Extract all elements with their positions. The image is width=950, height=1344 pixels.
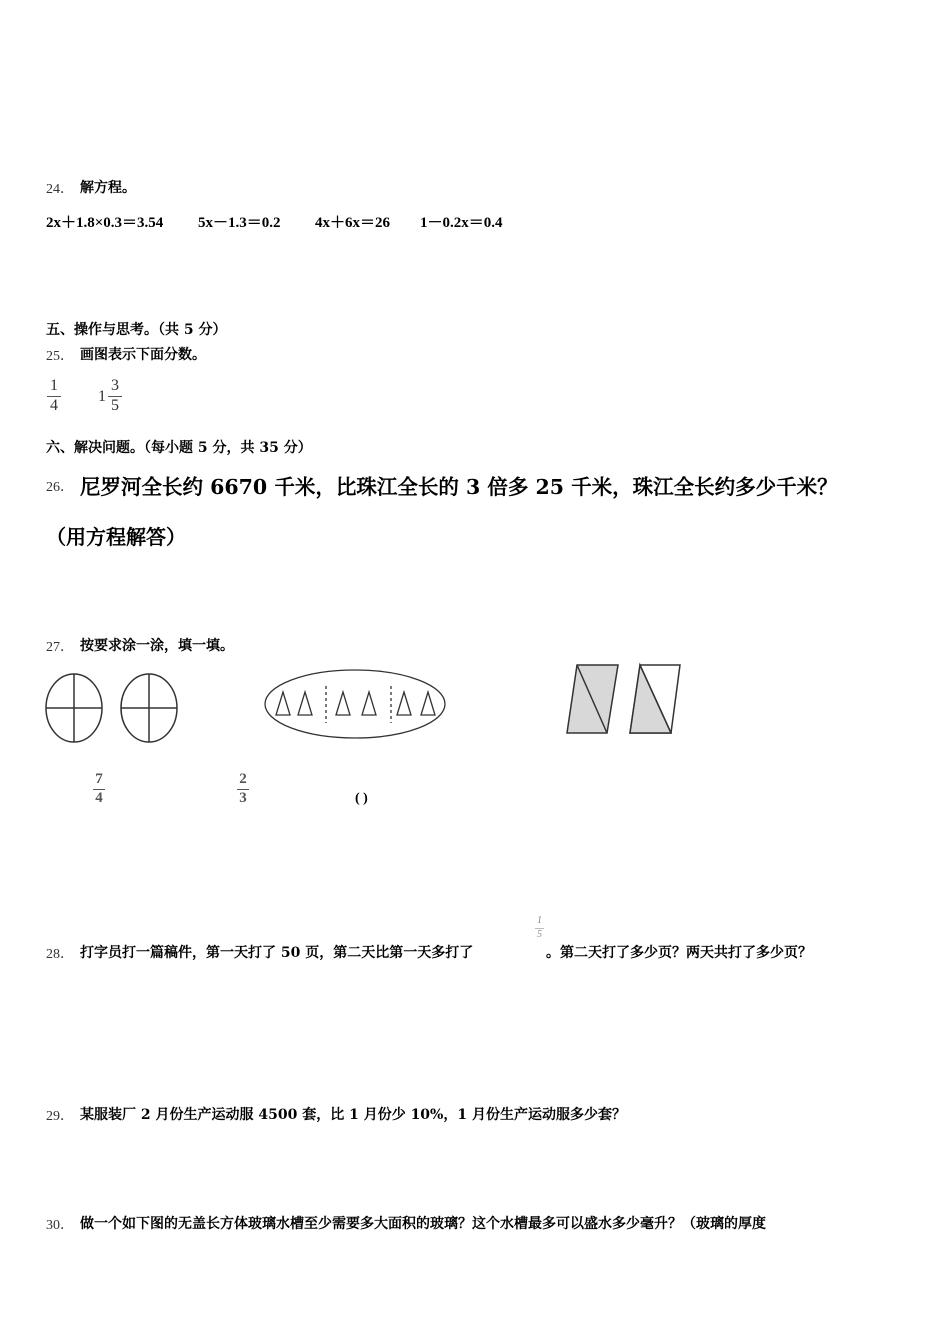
divided-oval-2[interactable]	[121, 674, 177, 742]
equation-1: 2x＋1.8×0.3＝3.54	[46, 215, 164, 231]
mixed-whole: 1	[98, 388, 106, 405]
q25-title: 画图表示下面分数。	[80, 347, 206, 363]
equation-4: 1－0.2x＝0.4	[420, 215, 503, 231]
q30-number: 30．	[46, 1218, 74, 1233]
answer-blank[interactable]: ( )	[355, 791, 368, 806]
fraction-one-quarter	[47, 378, 61, 415]
fraction-two-thirds	[237, 772, 249, 807]
equation-3: 4x＋6x＝26	[315, 215, 391, 231]
q27-number: 27．	[46, 640, 74, 655]
shaded-parallelogram-2[interactable]	[630, 665, 680, 733]
q26-text-continued: （用方程解答）	[46, 525, 186, 549]
numerator: 2	[239, 771, 247, 787]
q26-number: 26．	[46, 480, 74, 495]
numerator: 1	[50, 377, 58, 394]
fraction-one-fifth	[535, 916, 544, 940]
triangle-set-oval[interactable]	[265, 670, 445, 738]
denominator: 4	[95, 789, 103, 806]
q29-number: 29．	[46, 1109, 74, 1124]
fraction-seven-quarters	[93, 772, 105, 807]
q24-title: 解方程。	[80, 180, 136, 196]
shaded-parallelogram-1[interactable]	[567, 665, 618, 733]
denominator: 3	[239, 789, 247, 806]
q27-title: 按要求涂一涂，填一填。	[80, 638, 234, 654]
numerator: 3	[111, 377, 119, 394]
denominator: 5	[537, 928, 542, 940]
divided-oval-1[interactable]	[46, 674, 102, 742]
denominator: 4	[50, 396, 58, 414]
q30-text: 做一个如下图的无盖长方体玻璃水槽至少需要多大面积的玻璃？这个水槽最多可以盛水多少毫升？（玻璃的厚度	[80, 1216, 766, 1232]
q28-text-part1: 打字员打一篇稿件，第一天打了 50 页，第二天比第一天多打了	[80, 945, 474, 961]
numerator: 7	[95, 771, 103, 787]
q27-figures	[40, 660, 700, 760]
q24-number: 24．	[46, 182, 74, 197]
q25-number: 25．	[46, 349, 74, 364]
q28-text-part2: 。第二天打了多少页？两天共打了多少页？	[546, 945, 812, 961]
q28-number: 28．	[46, 947, 74, 962]
numerator: 1	[537, 915, 542, 926]
q29-text: 某服装厂 2 月份生产运动服 4500 套，比 1 月份少 10%，1 月份生产运动服多少套？	[80, 1107, 626, 1123]
equation-2: 5x－1.3＝0.2	[198, 215, 281, 231]
section-5-heading: 五、操作与思考。（共 5 分）	[46, 322, 227, 338]
denominator: 5	[111, 396, 119, 414]
section-6-heading: 六、解决问题。（每小题 5 分，共 35 分）	[46, 440, 312, 456]
fraction-three-fifths	[108, 378, 122, 415]
q26-text: 尼罗河全长约 6670 千米，比珠江全长的 3 倍多 25 千米，珠江全长约多少千米？	[80, 475, 838, 499]
